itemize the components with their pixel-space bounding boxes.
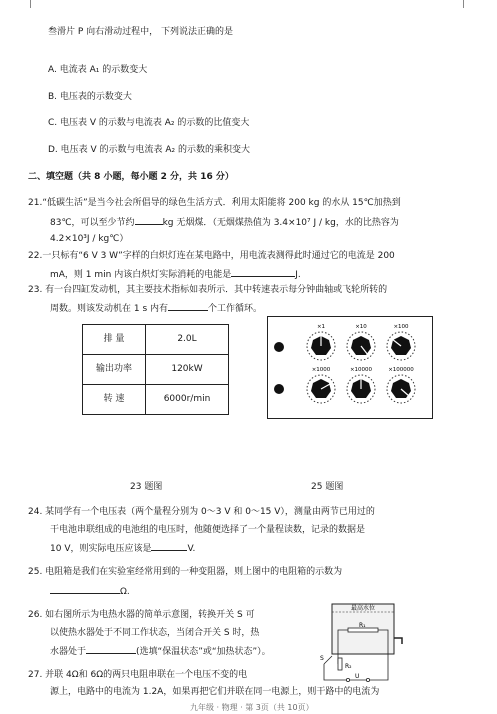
dial-icon [387,332,415,360]
table-key: 输出功率 [83,355,146,385]
q21-line2 [50,215,399,229]
tank-label: 最高水位 [350,605,376,612]
q24-line3 [50,541,195,555]
q21-blank[interactable] [135,215,163,225]
q27-line1: 27. 并联 4Ω和 6Ω的两只电阻串联在一个电压不变的电 [28,670,248,680]
q23-text-a: 周数。则该发动机在 1 s 内有 [50,304,168,314]
q23-line1: 23. 有一台四缸发动机，其主要技术指标如表所示．其中转速表示每分钟曲轴或飞轮所转的 [28,285,388,295]
page-footer: 九年级 · 物理 · 第 3页（共 10页） [190,703,314,712]
voltage-label: U [355,673,360,680]
q25-blank[interactable] [50,584,120,594]
option-d: D. 电压表 V 的示数与电流表 A₂ 的示数的乘积变大 [48,145,251,155]
table-row [83,325,229,355]
q26-text-b: (选填“保温状态”或“加热状态”）。 [136,647,271,657]
table-value: 120kW [146,355,229,385]
q22-blank[interactable] [231,267,295,277]
table-value: 6000r/min [146,385,229,415]
q26-blank[interactable] [86,644,136,654]
table-value: 2.0L [146,325,229,355]
figure-caption-25: 25 题图 [311,482,344,492]
q21-line3: 4.2×10³J / kg℃） [50,234,129,244]
q24-text-b: V. [187,544,196,554]
q21-text-a: 83℃，可以至少节约 [50,218,135,228]
q23-text-b: 个工作循环。 [208,304,263,314]
q23-line2 [50,301,262,315]
dial-icon [387,375,415,403]
q21-text-b: kg 无烟煤．（无烟煤热值为 3.4×10⁷ J / kg，水的比热容为 [162,218,399,228]
q26-line1: 26. 如右图所示为电热水器的简单示意图，转换开关 S 可 [28,610,255,620]
terminal-icon [274,384,284,394]
q27-line2: 源上，电路中的电流为 1.2A，如果再把它们并联在同一电源上，则干路中的电流为 [50,687,380,697]
water-heater-figure [318,598,410,686]
table-row [83,355,229,385]
q25-line1: 25. 电阻箱是我们在实验室经常用到的一种变阻器，则上图中的电阻箱的示数为 [28,567,343,577]
resistance-box-drawing [268,317,432,418]
r2-label: R₂ [345,663,352,670]
q24-line2: 干电池串联组成的电池组的电压时，他随便选择了一个量程读数，记录的数据是 [50,525,366,535]
table-row [83,385,229,415]
q22-line1: 22.一只标有“6 V 3 W”字样的白炽灯连在某电路中，用电流表测得此时通过它的电流是 200 [28,251,395,261]
resistance-box-figure [267,316,433,419]
option-c: C. 电压表 V 的示数与电流表 A₂ 的示数的比值变大 [48,118,250,128]
dial-label: ×100000 [388,367,414,373]
table-key: 排 量 [83,325,146,355]
q26-text-a: 水器处于 [50,647,87,657]
option-b: B. 电压表的示数变大 [48,92,132,102]
q26-line3 [50,644,271,658]
dial-label: ×1000 [311,367,331,373]
corner-mark-left [30,0,31,8]
q24-text-a: 10 V，则实际电压应该是 [50,544,152,554]
q24-line1: 24. 某同学有一个电压表（两个量程分别为 0～3 V 和 0～15 V），测量由两节已用过的 [28,507,375,517]
dial-icon [307,332,335,360]
dial-icon [307,375,335,403]
q25-line2 [50,584,130,598]
q22-text-a: mA，则 1 min 内该白炽灯实际消耗的电能是 [50,270,232,280]
q22-line2 [50,267,301,281]
q20-tail: 叁滑片 P 向右滑动过程中， 下列说法正确的是 [48,27,234,37]
dial-icon [347,375,375,403]
corner-mark-right [463,0,464,8]
terminal-icon [274,342,284,352]
q26-line2: 以使热水器处于不同工作状态，当闭合开关 S 时，热 [50,628,260,638]
dial-label: ×100 [393,324,409,330]
engine-spec-table [82,324,229,415]
table-key: 转 速 [83,385,146,415]
dial-label: ×10000 [349,367,373,373]
q23-blank[interactable] [168,301,208,311]
q24-blank[interactable] [151,541,187,551]
dial-label: ×1 [316,324,326,330]
dial-icon [347,332,375,360]
r1-label: R₁ [359,622,366,629]
switch-label: S [320,655,324,662]
q21-line1: 21.“低碳生活”是当今社会所倡导的绿色生活方式．利用太阳能将 200 kg 的水从 15℃加热到 [28,198,401,208]
q25-text-b: Ω. [120,587,130,597]
section-heading: 二、填空题（共 8 小题，每小题 2 分，共 16 分） [28,172,234,182]
dial-label: ×10 [355,324,367,330]
figure-caption-23: 23 题图 [130,482,163,492]
option-a: A. 电流表 A₁ 的示数变大 [48,65,148,75]
water-heater-drawing [318,598,410,686]
q22-text-b: J. [295,270,301,280]
